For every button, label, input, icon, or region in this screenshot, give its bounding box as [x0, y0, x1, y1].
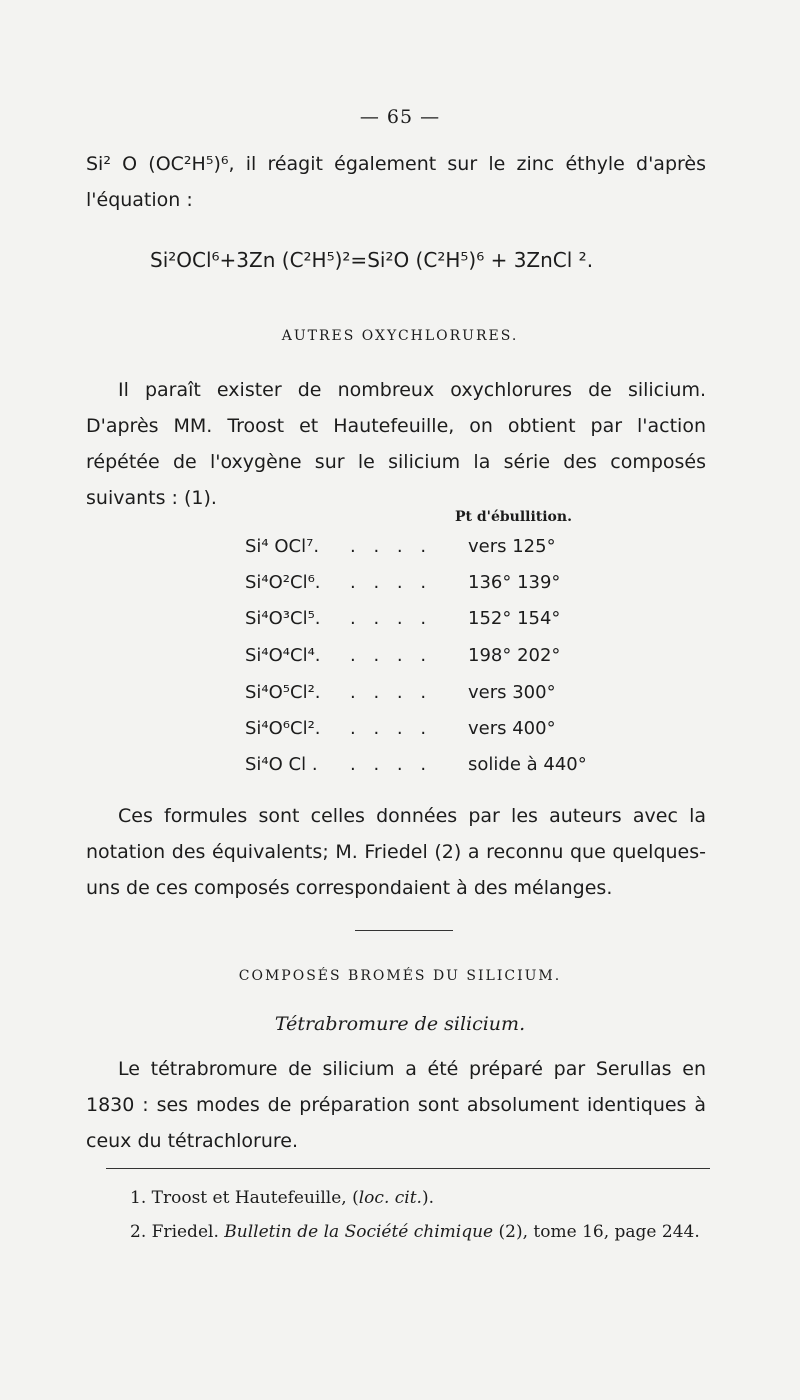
boiling-point: vers 400° [468, 718, 556, 739]
footnote-citation: Bulletin de la Société chimique [224, 1222, 494, 1242]
footnote-text-end: (2), tome 16, page 244. [493, 1222, 700, 1242]
section-title-oxychlorures: AUTRES OXYCHLORURES. [281, 328, 519, 344]
compound-formula: Si⁴O⁶Cl². [245, 718, 321, 739]
chemical-equation: Si²OCl⁶+3Zn (C²H⁵)²=Si²O (C²H⁵)⁶ + 3ZnCl ². [150, 248, 594, 272]
leader-dots: . . . . [350, 718, 433, 739]
boiling-point: solide à 440° [468, 754, 587, 775]
table-row [245, 645, 645, 675]
boiling-point: 152° 154° [468, 608, 561, 629]
boiling-point: vers 125° [468, 536, 556, 557]
leader-dots: . . . . [350, 536, 433, 557]
table-row [245, 754, 645, 784]
footnote-1 [130, 1188, 730, 1208]
leader-dots: . . . . [350, 754, 433, 775]
table-row [245, 682, 645, 712]
footnote-citation: loc. cit. [358, 1188, 422, 1208]
paragraph-tetrabromure: Le tétrabromure de silicium a été préparé par Serullas en 1830 : ses modes de préparation sont absolument identiques à ceux du tétrachlorure. [86, 1058, 706, 1152]
footnote-text: Troost et Hautefeuille, ( [151, 1188, 359, 1208]
paragraph-oxychlorures: Il paraît exister de nombreux oxychlorures de silicium. D'après MM. Troost et Hautefeuille, on obtient par l'action répétée de l'oxygène sur le silicium la série des composés suivants : (1). [86, 379, 706, 509]
table-row [245, 718, 645, 748]
leader-dots: . . . . [350, 572, 433, 593]
compound-formula: Si⁴O⁴Cl⁴. [245, 645, 321, 666]
paragraph-intro: Si² O (OC²H⁵)⁶, il réagit également sur le zinc éthyle d'après l'équation : [86, 153, 706, 211]
footnote-separator [106, 1168, 710, 1169]
leader-dots: . . . . [350, 645, 433, 666]
compound-formula: Si⁴O⁵Cl². [245, 682, 321, 703]
footnote-2 [130, 1222, 730, 1242]
section-divider [355, 930, 453, 931]
table-row [245, 572, 645, 602]
section-title-bromes: COMPOSÉS BROMÉS DU SILICIUM. [238, 968, 562, 984]
leader-dots: . . . . [350, 608, 433, 629]
paragraph-notation: Ces formules sont celles données par les auteurs avec la notation des équivalents; M. Friedel (2) a reconnu que quelques-uns de ces composés correspondaient à des mélanges. [86, 805, 706, 899]
footnote-number: 1. [130, 1188, 147, 1208]
compound-formula: Si⁴O³Cl⁵. [245, 608, 321, 629]
footnote-text: Friedel. [151, 1222, 225, 1242]
table-row [245, 536, 645, 566]
boiling-point-header: Pt d'ébullition. [455, 509, 572, 525]
boiling-point: 136° 139° [468, 572, 561, 593]
compound-formula: Si⁴O Cl . [245, 754, 318, 775]
page-number: — 65 — [359, 106, 441, 128]
subsection-title: Tétrabromure de silicium. [274, 1013, 526, 1035]
boiling-point: vers 300° [468, 682, 556, 703]
compound-formula: Si⁴O²Cl⁶. [245, 572, 321, 593]
leader-dots: . . . . [350, 682, 433, 703]
compound-formula: Si⁴ OCl⁷. [245, 536, 320, 557]
footnote-number: 2. [130, 1222, 147, 1242]
boiling-point: 198° 202° [468, 645, 561, 666]
table-row [245, 608, 645, 638]
footnote-text-end: ). [421, 1188, 434, 1208]
